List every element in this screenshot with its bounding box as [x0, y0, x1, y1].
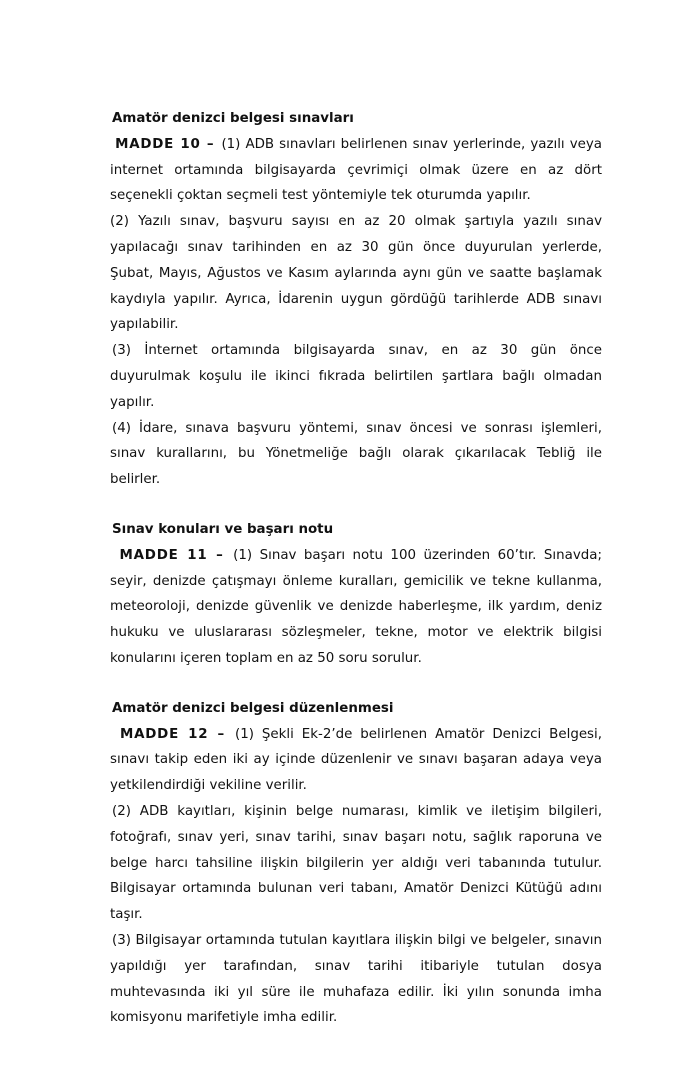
paragraph-text: (1) Şekli Ek-2’de belirlenen Amatör Denizci Belgesi, sınavı takip eden iki ay içinde düzenlenir ve sınavı başaran adaya veya yetkilendirdiği vekiline verilir.	[110, 726, 603, 794]
article-label: MADDE 10 –	[115, 136, 215, 152]
paragraph-text: (2) Yazılı sınav, başvuru sayısı en az 20 olmak şartıyla yazılı sınav yapılacağı sınav tarihinden en az 30 gün önce duyurulan yerlerde, Şubat, Mayıs, Ağustos ve Kasım aylarında aynı gün ve saatte başlamak kaydıyla yapılır. Ayrıca, İdarenin uygun gördüğü tarihlerde ADB sınavı yapılabilir.	[110, 214, 602, 333]
section-heading: Amatör denizci belgesi sınavları	[112, 111, 354, 126]
section-spacer	[110, 493, 602, 517]
article-label: MADDE 12 –	[119, 726, 226, 742]
paragraph-text: (1) ADB sınavları belirlenen sınav yerlerinde, yazılı veya internet ortamında bilgisayarda çevrimiçi olmak üzere en az dört seçenekli çoktan seçmeli test yöntemiyle tek oturumda yapılır.	[110, 136, 602, 204]
article-paragraph	[110, 543, 602, 672]
section-madde-11	[110, 517, 602, 672]
paragraph-text: (1) Sınav başarı notu 100 üzerinden 60’tır. Sınavda; seyir, denizde çatışmayı önleme kuralları, gemicilik ve tekne kullanma, meteoroloji, denizde güvenlik ve denizde haberleşme, ilk yardım, deniz hukuku ve uluslararası sözleşmeler, tekne, motor ve elektrik bilgisi konularını içeren toplam en az 50 soru sorulur.	[110, 547, 602, 666]
section-heading: Amatör denizci belgesi düzenlenmesi	[112, 700, 394, 716]
section-heading: Sınav konuları ve başarı notu	[112, 521, 334, 537]
article-paragraph	[110, 799, 602, 928]
article-label: MADDE 11 –	[119, 547, 224, 563]
paragraph-text: (2) ADB kayıtları, kişinin belge numarası, kimlik ve iletişim bilgileri, fotoğrafı, sınav yeri, sınav tarihi, sınav başarı notu, sağlık raporuna ve belge harcı tahsiline ilişkin bilgilerin yer aldığı veri tabanında tutulur. Bilgisayar ortamında bulunan veri tabanı, Amatör Denizci Kütüğü adını taşır.	[110, 803, 602, 923]
paragraph-text: (3) İnternet ortamında bilgisayarda sınav, en az 30 gün önce duyurulmak koşulu ile ikinci fıkrada belirtilen şartlara bağlı olmadan yapılır.	[110, 343, 602, 410]
article-paragraph	[110, 209, 602, 338]
section-madde-10	[110, 106, 602, 493]
paragraph-text: (3) Bilgisayar ortamında tutulan kayıtlara ilişkin bilgi ve belgeler, sınavın yapıldığı yer tarafından, sınav tarihi itibariyle tutulan dosya muhtevasında iki yıl süre ile muhafaza edilir. İki yılın sonunda imha komisyonu marifetiyle imha edilir.	[110, 932, 602, 1026]
paragraph-text: (4) İdare, sınava başvuru yöntemi, sınav öncesi ve sonrası işlemleri, sınav kurallarını, bu Yönetmeliğe bağlı olarak çıkarılacak Tebliğ ile belirler.	[110, 420, 602, 488]
section-spacer	[110, 672, 602, 696]
article-paragraph	[110, 338, 602, 415]
article-paragraph	[110, 132, 602, 209]
document-page	[110, 106, 602, 1031]
article-paragraph	[110, 928, 602, 1031]
section-madde-12	[110, 696, 602, 1031]
article-paragraph	[110, 416, 602, 493]
article-paragraph	[110, 722, 602, 799]
